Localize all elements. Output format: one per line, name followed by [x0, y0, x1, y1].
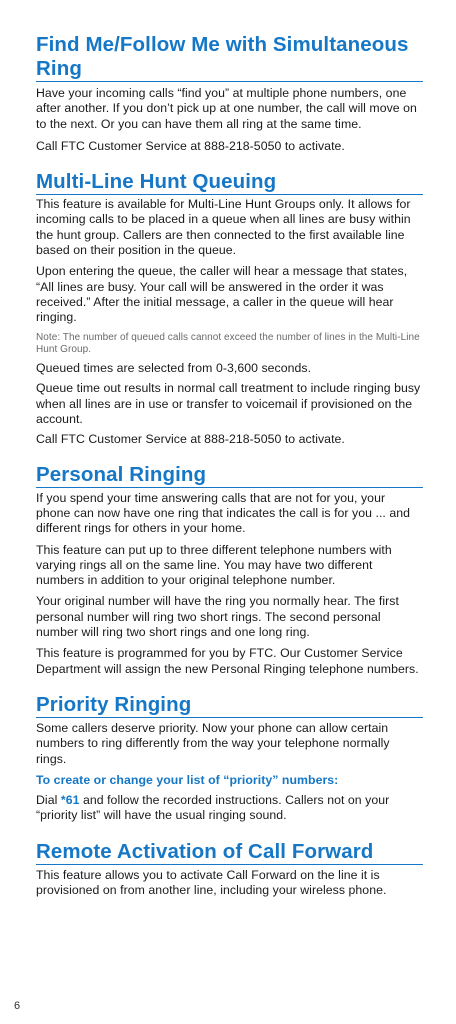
section-hunt-queuing — [36, 170, 423, 447]
section-remote-activation — [36, 840, 423, 899]
section-personal-ringing — [36, 463, 423, 677]
paragraph: Call FTC Customer Service at 888-218-5050 to activate. — [36, 138, 345, 153]
paragraph: This feature is programmed for you by FTC. Our Customer Service Department will assign the new Personal Ringing telephone numbers. — [36, 646, 419, 676]
section-priority-ringing — [36, 693, 423, 824]
paragraph: If you spend your time answering calls that are not for you, your phone can now have one ring that indicates the call is for you ... and different rings for others in your home. — [36, 490, 411, 536]
paragraph: Upon entering the queue, the caller will hear a message that states, “All lines are busy. Your call will be answered in the order it was received.” After the initial message, a caller in the queue will hear ringing. — [36, 264, 408, 325]
section-title: Multi-Line Hunt Queuing — [36, 170, 423, 195]
paragraph: Queued times are selected from 0-3,600 seconds. — [36, 361, 312, 376]
page-content — [36, 0, 423, 898]
paragraph: This feature is available for Multi-Line Hunt Groups only. It allows for incoming calls to be placed in a queue when all lines are busy within the hunt group. Callers are then connected to the first available line based on their position in the queue. — [36, 197, 411, 258]
paragraph: Your original number will have the ring you normally hear. The first personal number will ring two short rings. The second personal number will ring two short rings and one long ring. — [36, 594, 399, 640]
paragraph: Some callers deserve priority. Now your phone can allow certain numbers to ring differently from the way your telephone normally rings. — [36, 720, 390, 766]
dial-prefix: Dial — [36, 793, 61, 808]
paragraph: This feature can put up to three different telephone numbers with varying rings all on the same line. You may have two different numbers in addition to your original telephone number. — [36, 542, 392, 588]
paragraph: Queue time out results in normal call treatment to include ringing busy when all lines are in use or transfer to voicemail if provisioned on the account. — [36, 381, 421, 427]
page-number: 6 — [14, 1000, 21, 1012]
dial-suffix: and follow the recorded instructions. Callers not on your “priority list” will have the usual ringing sound. — [36, 793, 390, 823]
section-find-me — [36, 33, 423, 154]
section-title: Personal Ringing — [36, 463, 423, 488]
paragraph: Have your incoming calls “find you” at multiple phone numbers, one after another. If you don’t pick up at one number, the call will move on to the next. Or you can have them all ring at the same time. — [36, 86, 417, 131]
subheading: To create or change your list of “priority” numbers: — [36, 772, 339, 787]
section-title: Find Me/Follow Me with Simultaneous Ring — [36, 33, 423, 82]
section-title: Priority Ringing — [36, 693, 423, 718]
paragraph: This feature allows you to activate Call Forward on the line it is provisioned on from another line, including your wireless phone. — [36, 867, 387, 897]
section-title: Remote Activation of Call Forward — [36, 840, 423, 865]
note-text: Note: The number of queued calls cannot exceed the number of lines in the Multi-Line Hunt Group. — [36, 331, 420, 355]
dial-instruction — [36, 793, 423, 824]
paragraph: Call FTC Customer Service at 888-218-5050 to activate. — [36, 432, 345, 447]
feature-code: *61 — [60, 793, 80, 808]
